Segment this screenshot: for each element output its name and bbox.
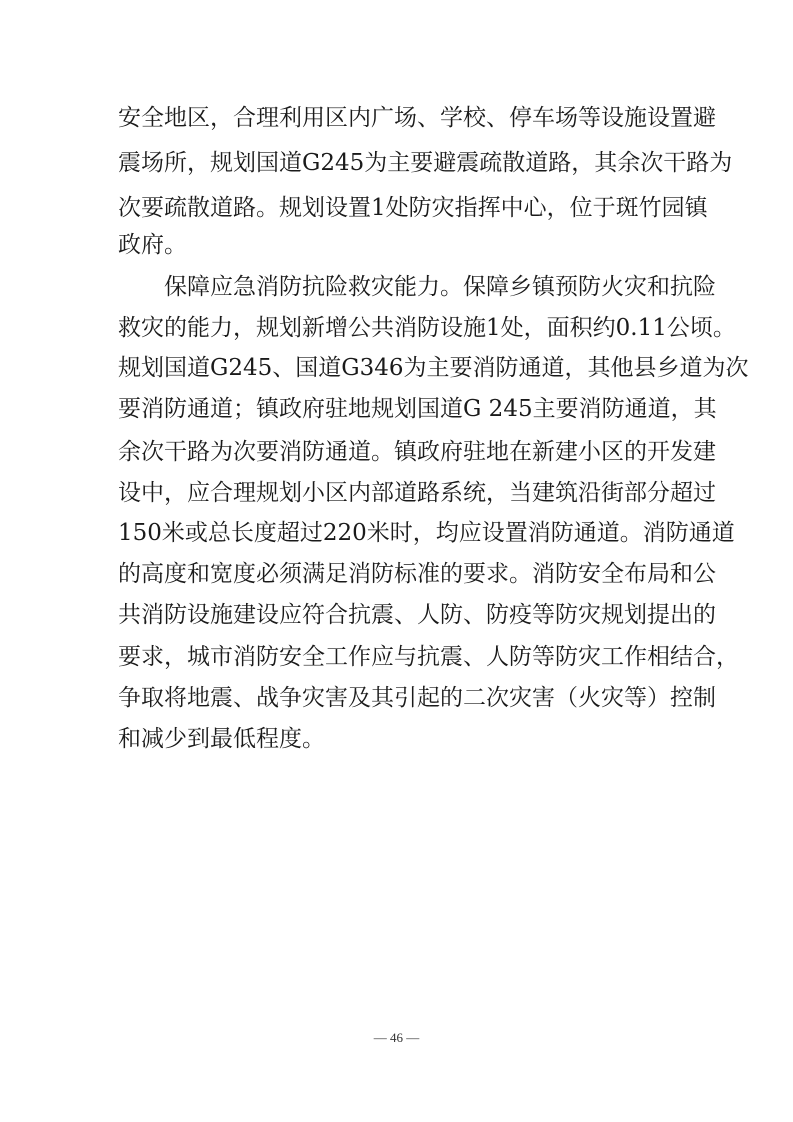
paragraph-2-line-4: 要消防通道；镇政府驻地规划国道G 245主要消防通道，其 — [118, 396, 717, 422]
paragraph-2-line-10: 要求，城市消防安全工作应与抗震、人防等防灾工作相结合， — [118, 644, 739, 670]
paragraph-2-line-6: 设中，应合理规划小区内部道路系统，当建筑沿街部分超过 — [118, 480, 716, 506]
paragraph-2-line-7: 150米或总长度超过220米时，均应设置消防通道。消防通道 — [118, 520, 735, 546]
paragraph-2-line-3: 规划国道G245、国道G346为主要消防通道，其他县乡道为次 — [118, 355, 749, 381]
paragraph-2-line-11: 争取将地震、战争灾害及其引起的二次灾害（火灾等）控制 — [118, 685, 716, 711]
paragraph-2-line-9: 共消防设施建设应符合抗震、人防、防疫等防灾规划提出的 — [118, 602, 716, 628]
paragraph-2-line-8: 的高度和宽度必须满足消防标准的要求。消防安全布局和公 — [118, 561, 716, 587]
paragraph-2-line-12: 和减少到最低程度。 — [118, 726, 325, 752]
page-number: — 46 — — [373, 1030, 420, 1045]
paragraph-1-line-3: 次要疏散道路。规划设置1处防灾指挥中心，位于斑竹园镇 — [118, 195, 708, 221]
paragraph-1-line-4: 政府。 — [118, 232, 187, 258]
paragraph-2-line-1: 保障应急消防抗险救灾能力。保障乡镇预防火灾和抗险 — [164, 274, 716, 300]
paragraph-1-line-1: 安全地区，合理利用区内广场、学校、停车场等设施设置避 — [118, 105, 716, 131]
paragraph-2-line-5: 余次干路为次要消防通道。镇政府驻地在新建小区的开发建 — [118, 439, 716, 465]
paragraph-2-line-2: 救灾的能力，规划新增公共消防设施1处，面积约0.11公顷。 — [118, 315, 736, 341]
paragraph-1-line-2: 震场所，规划国道G245为主要避震疏散道路，其余次干路为 — [118, 150, 733, 176]
